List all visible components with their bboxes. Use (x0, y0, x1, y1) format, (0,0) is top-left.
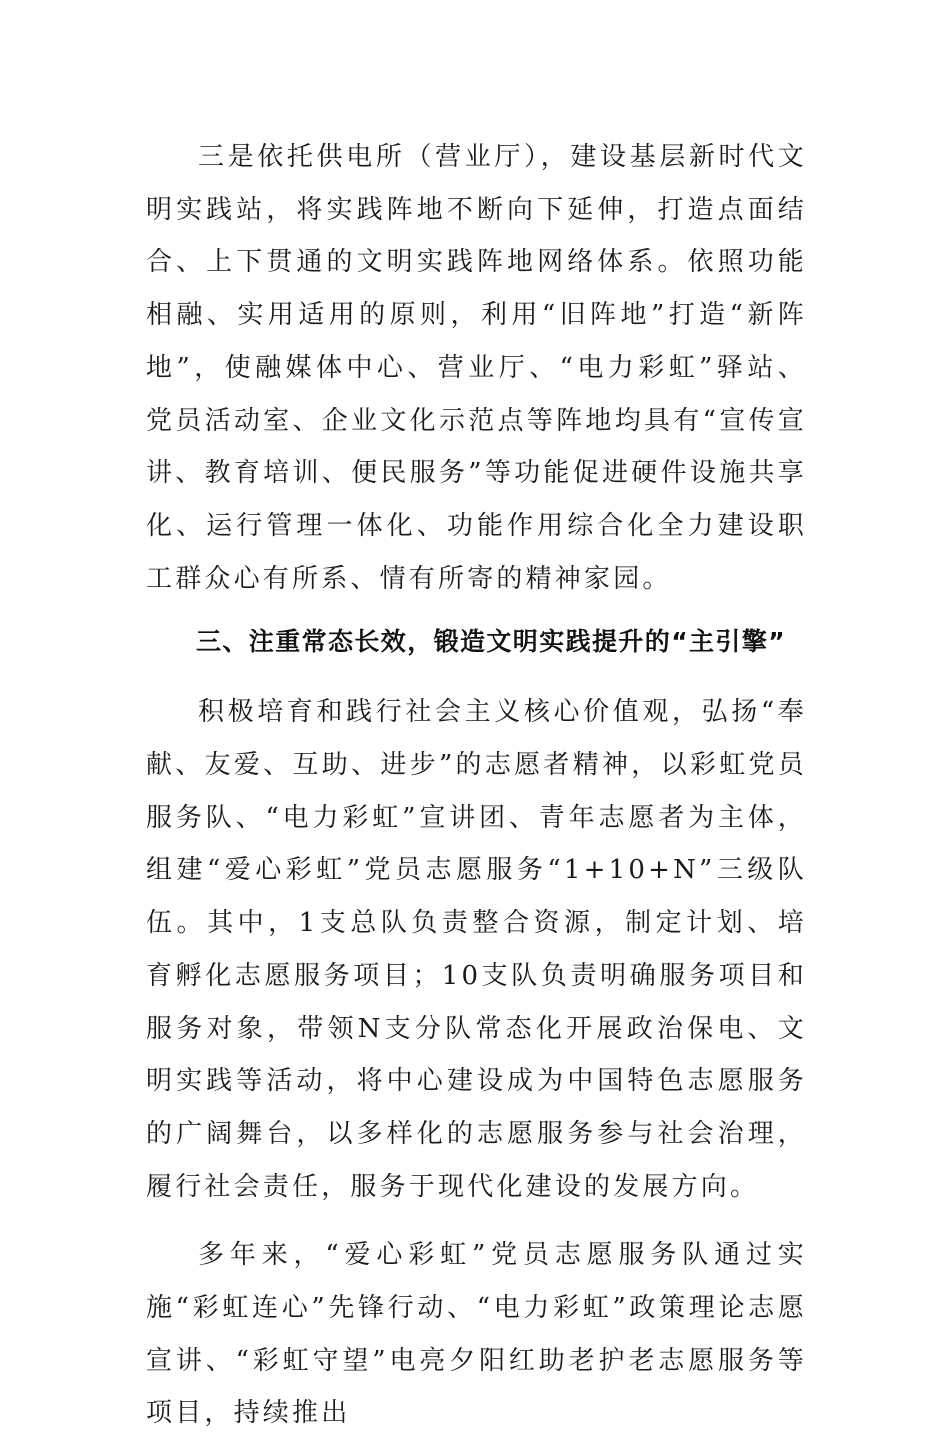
paragraph-practice-stations: 三是依托供电所（营业厅），建设基层新时代文明实践站，将实践阵地不断向下延伸，打造点面结合、上下贯通的文明实践阵地网络体系。依照功能相融、实用适用的原则，利用“旧阵地”打造“新阵地”，使融媒体中心、营业厅、“电力彩虹”驿站、党员活动室、企业文化示范点等阵地均具有“宣传宣讲、教育培训、便民服务”等功能促进硬件设施共享化、运行管理一体化、功能作用综合化全力建设职工群众心有所系、情有所寄的精神家园。 (146, 142, 807, 594)
paragraph-volunteer-achievements: 多年来，“爱心彩虹”党员志愿服务队通过实施“彩虹连心”先锋行动、“电力彩虹”政策理论志愿宣讲、“彩虹守望”电亮夕阳红助老护老志愿服务等项目，持续推出 (146, 1240, 807, 1429)
section-heading: 三、注重常态长效，锻造文明实践提升的“主引擎” (196, 627, 787, 657)
paragraph-volunteer-teams: 积极培育和践行社会主义核心价值观，弘扬“奉献、友爱、互助、进步”的志愿者精神，以彩虹党员服务队、“电力彩虹”宣讲团、青年志愿者为主体，组建“爱心彩虹”党员志愿服务“1+10+N”三级队伍。其中，1支总队负责整合资源，制定计划、培育孵化志愿服务项目；10支队负责明确服务项目和服务对象，带领N支分队常态化开展政治保电、文明实践等活动，将中心建设成为中国特色志愿服务的广阔舞台，以多样化的志愿服务参与社会治理，履行社会责任，服务于现代化建设的发展方向。 (146, 697, 807, 1202)
document-body (146, 131, 807, 1440)
